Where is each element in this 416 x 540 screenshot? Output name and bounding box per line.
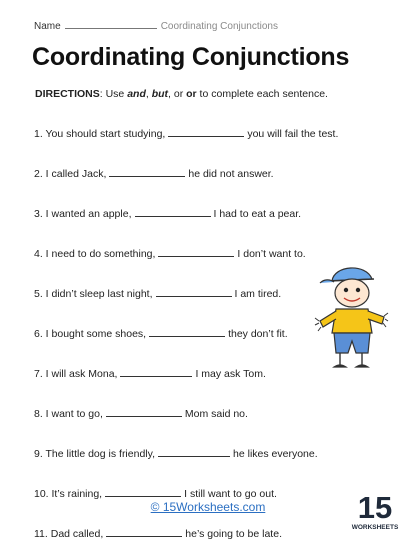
name-label: Name [34, 21, 61, 32]
sentence-before: 3. I wanted an apple, [34, 208, 132, 220]
15worksheets-logo [351, 488, 399, 532]
sentence-item [34, 446, 318, 460]
sheet-subtitle: Coordinating Conjunctions [160, 21, 278, 32]
directions-sep2: , or [168, 88, 187, 100]
sentence-before: 1. You should start studying, [34, 128, 166, 140]
sentence-before: 6. I bought some shoes, [34, 328, 147, 340]
name-blank-line[interactable] [65, 19, 157, 29]
answer-blank[interactable] [106, 406, 182, 417]
answer-blank[interactable] [109, 166, 185, 177]
sentence-item [34, 246, 306, 260]
kid-legs [334, 353, 368, 367]
logo-number: 15 [357, 490, 393, 525]
directions-sep1: , [145, 88, 152, 100]
sentence-after: I had to eat a pear. [213, 208, 302, 220]
sentence-item [34, 326, 288, 340]
answer-blank[interactable] [106, 526, 182, 537]
sentence-after: he likes everyone. [233, 448, 318, 460]
directions-word-but: but [151, 88, 169, 100]
answer-blank[interactable] [120, 366, 192, 377]
sentence-before: 5. I didn’t sleep last night, [34, 288, 153, 300]
directions-label: DIRECTIONS [35, 88, 100, 100]
answer-blank[interactable] [158, 446, 230, 457]
sentence-before: 10. It’s raining, [34, 488, 103, 500]
sentence-item [34, 126, 338, 140]
sentence-after: you will fail the test. [247, 128, 339, 140]
kid-shirt [315, 309, 388, 333]
sentence-after: I don’t want to. [237, 248, 306, 260]
sentence-item [34, 486, 277, 500]
footer-copyright[interactable] [0, 500, 416, 514]
directions-word-or: or [186, 88, 197, 100]
sentence-before: 11. Dad called, [34, 528, 104, 540]
sentence-item [34, 286, 281, 300]
directions-text-after: to complete each sentence. [196, 88, 328, 100]
sentence-item [34, 526, 282, 540]
answer-blank[interactable] [105, 486, 181, 497]
sentence-item [34, 166, 274, 180]
sentence-item [34, 406, 248, 420]
name-row [34, 19, 278, 32]
directions-text-before: : Use [99, 88, 128, 100]
answer-blank[interactable] [168, 126, 244, 137]
sentence-after: I still want to go out. [184, 488, 277, 500]
sentence-after: I am tired. [234, 288, 282, 300]
directions [35, 88, 328, 100]
page-title: Coordinating Conjunctions [32, 43, 350, 71]
sentence-after: he did not answer. [188, 168, 274, 180]
answer-blank[interactable] [158, 246, 234, 257]
sentence-after: I may ask Tom. [195, 368, 266, 380]
logo-caption: WORKSHEETS [351, 524, 399, 531]
copyright-link[interactable]: © 15Worksheets.com [150, 500, 266, 514]
sentence-after: Mom said no. [184, 408, 248, 420]
sentence-before: 7. I will ask Mona, [34, 368, 118, 380]
sentence-before: 4. I need to do something, [34, 248, 156, 260]
answer-blank[interactable] [149, 326, 225, 337]
directions-word-and: and [127, 88, 146, 100]
sentence-item [34, 206, 301, 220]
kid-face [335, 279, 369, 307]
answer-blank[interactable] [135, 206, 211, 217]
sentence-before: 9. The little dog is friendly, [34, 448, 156, 460]
sentence-before: 8. I want to go, [34, 408, 103, 420]
sentence-after: they don’t fit. [228, 328, 288, 340]
answer-blank[interactable] [156, 286, 232, 297]
kid-illustration [316, 255, 388, 375]
sentence-before: 2. I called Jack, [34, 168, 107, 180]
kid-pants [334, 333, 370, 353]
sentence-item [34, 366, 266, 380]
sentence-after: he’s going to be late. [185, 528, 282, 540]
